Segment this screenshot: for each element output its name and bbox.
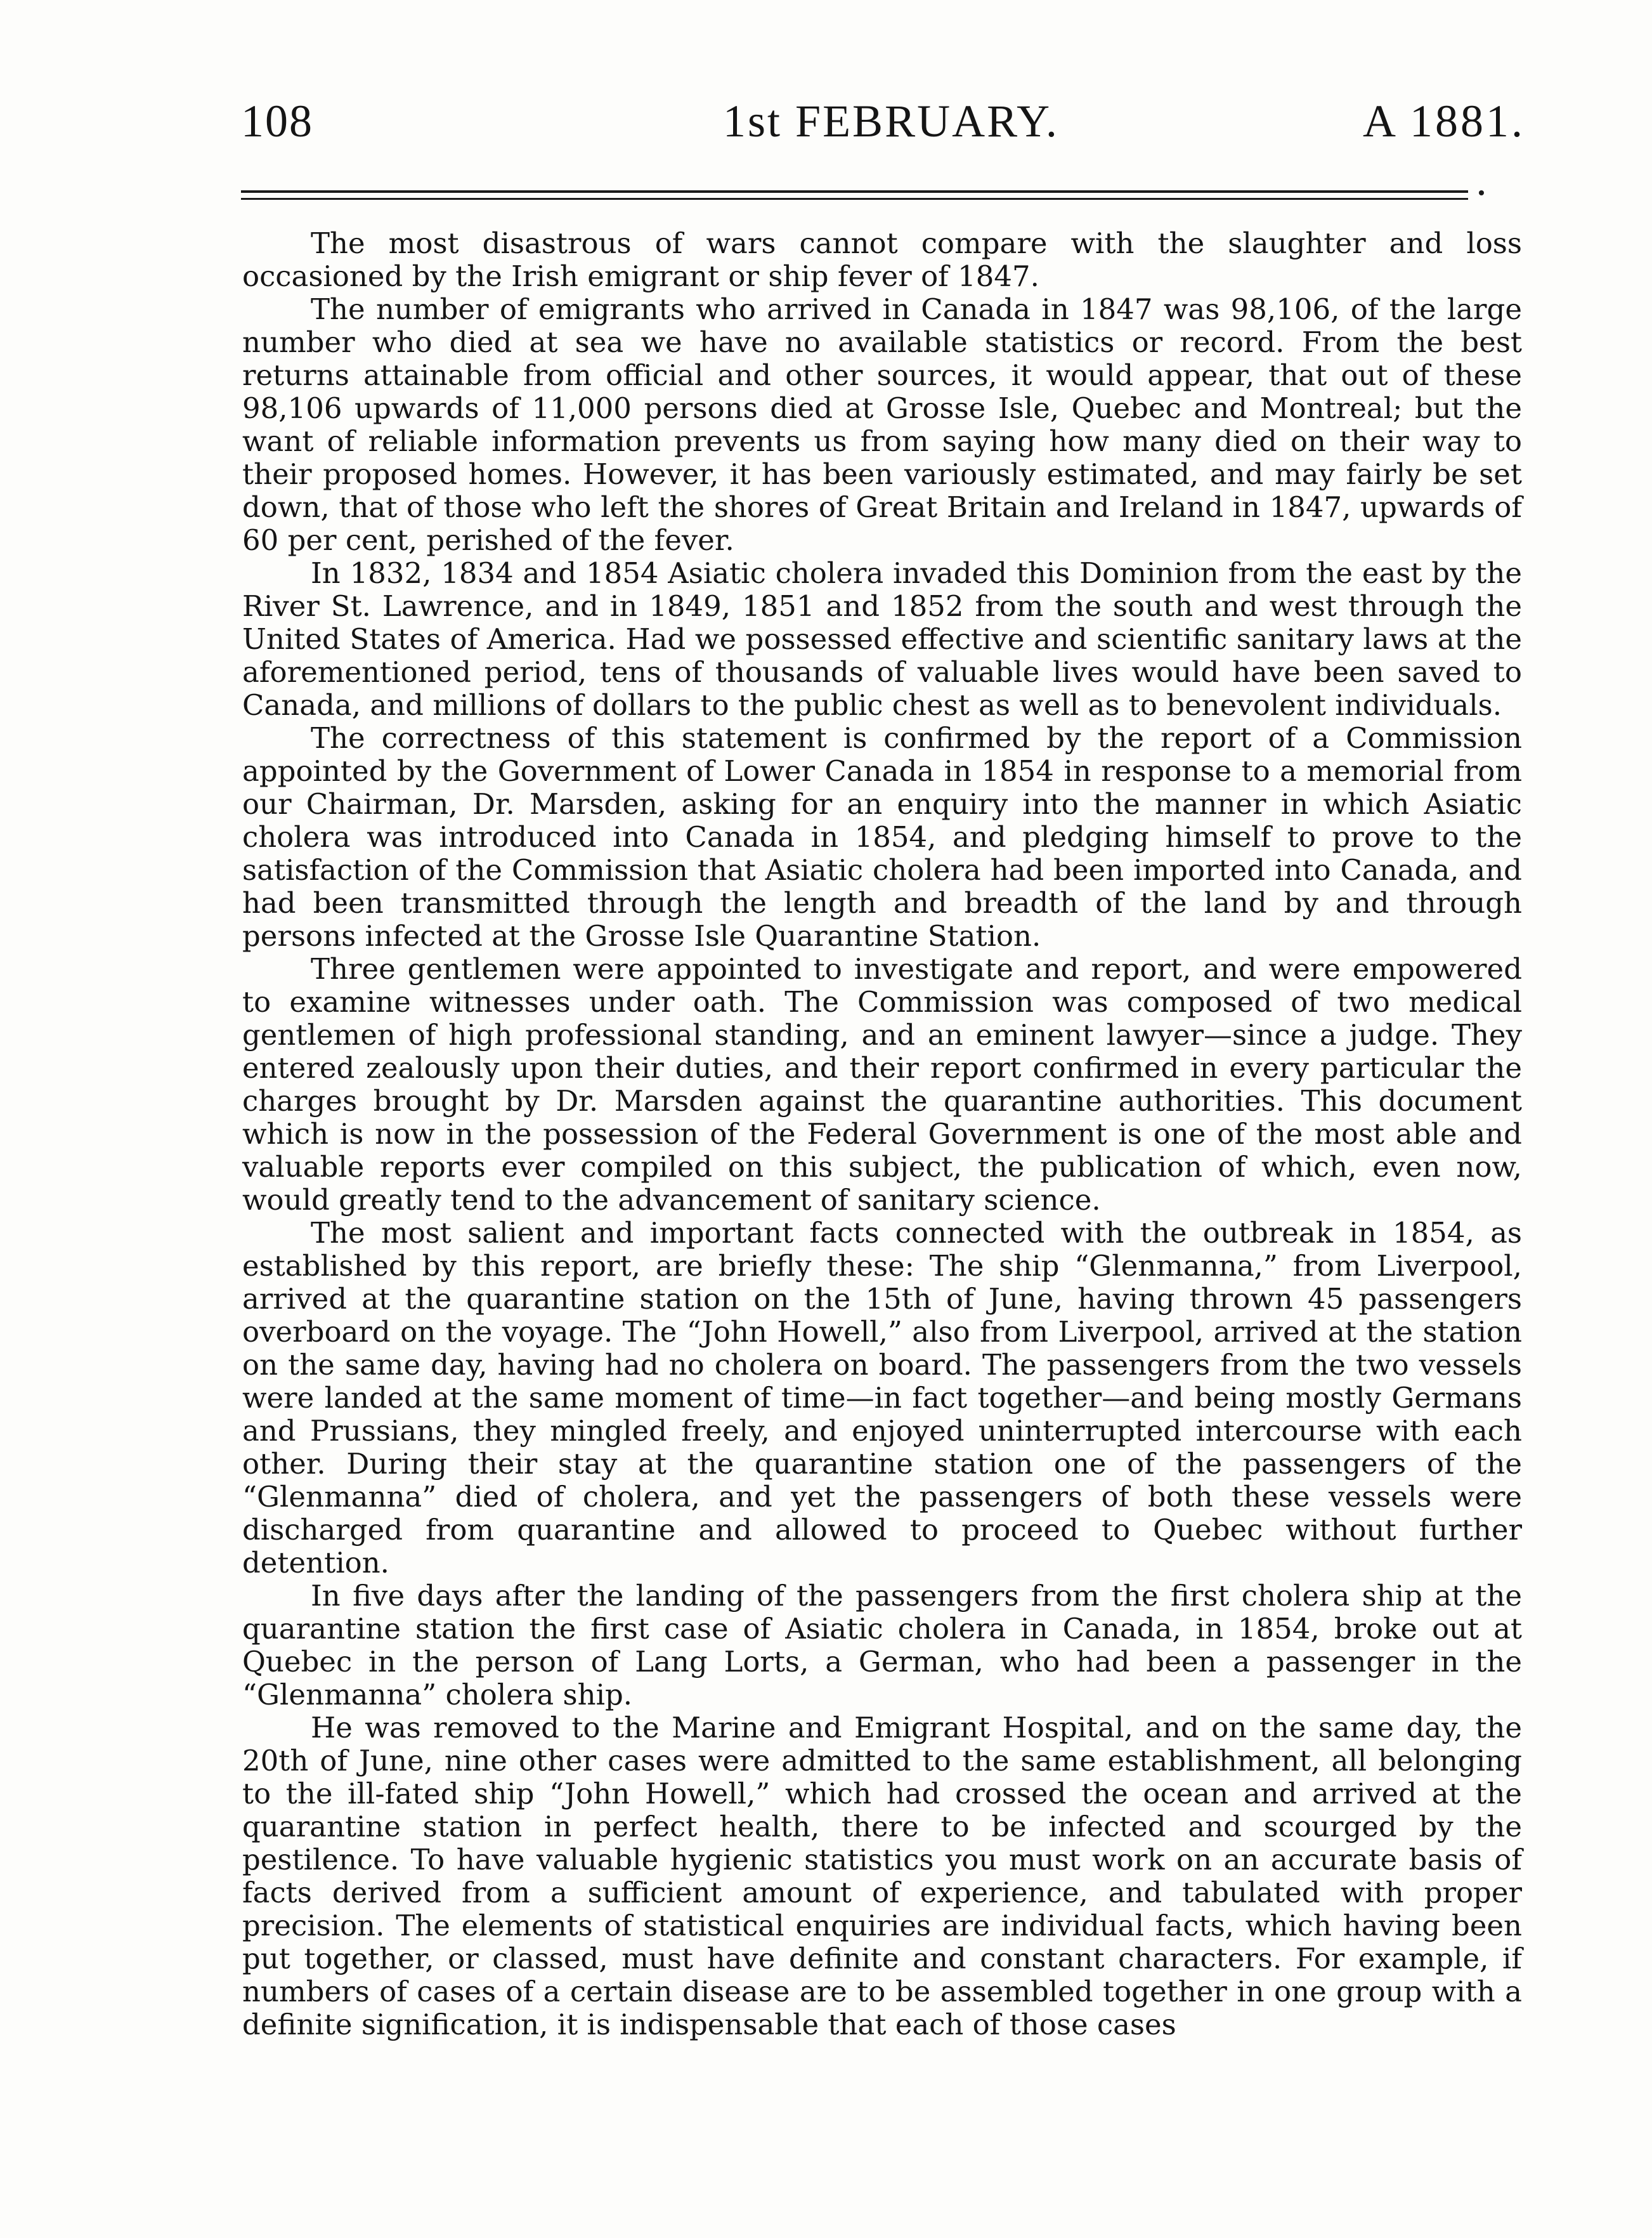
header-rule-top	[241, 190, 1468, 193]
body-text	[242, 227, 1522, 2041]
paragraph-5: Three gentlemen were appointed to investigate and report, and were empowered to examine witnesses under oath. The Commission was composed of two medical gentlemen of high professional standing, and an eminent lawyer—since a judge. They entered zealously upon their duties, and their report confirmed in every particular the charges brought by Dr. Marsden against the quarantine authorities. This document which is now in the possession of the Federal Government is one of the most able and valuable reports ever compiled on this subject, the publication of which, even now, would greatly tend to the advancement of sanitary science.	[242, 952, 1522, 1217]
running-year: A 1881.	[1362, 96, 1525, 147]
header-rule-dot	[1479, 190, 1484, 195]
paragraph-6: The most salient and important facts connected with the outbreak in 1854, as established by this report, are briefly these: The ship “Glenmanna,” from Liverpool, arrived at the quarantine station on the 15th of June, having thrown 45 passengers overboard on the voyage. The “John Howell,” also from Liverpool, arrived at the station on the same day, having had no cholera on board. The passengers from the two vessels were landed at the same moment of time—in fact together—and being mostly Germans and Prussians, they mingled freely, and enjoyed uninterrupted intercourse with each other. During their stay at the quarantine station one of the passengers of the “Glenmanna” died of cholera, and yet the passengers of both these vessels were discharged from quarantine and allowed to proceed to Quebec without further detention.	[242, 1216, 1522, 1580]
paragraph-8: He was removed to the Marine and Emigrant Hospital, and on the same day, the 20th of June, nine other cases were admitted to the same establishment, all belonging to the ill-fated ship “John Howell,” which had crossed the ocean and arrived at the quarantine station in perfect health, there to be infected and scourged by the pestilence. To have valuable hygienic statistics you must work on an accurate basis of facts derived from a sufficient amount of experience, and tabulated with proper precision. The elements of statistical enquiries are individual facts, which having been put together, or classed, must have definite and constant characters. For example, if numbers of cases of a certain disease are to be assembled together in one group with a definite signification, it is indispensable that each of those cases	[242, 1711, 1522, 2041]
running-head	[241, 95, 1525, 165]
running-title: 1st FEBRUARY.	[723, 96, 1059, 147]
header-rule-bottom	[241, 198, 1468, 200]
page-number: 108	[241, 96, 313, 147]
paragraph-7: In five days after the landing of the passengers from the first cholera ship at the quarantine station the first case of Asiatic cholera in Canada, in 1854, broke out at Quebec in the person of Lang Lorts, a German, who had been a passenger in the “Glenmanna” cholera ship.	[242, 1579, 1522, 1711]
paragraph-4: The correctness of this statement is confirmed by the report of a Commission appointed by the Government of Lower Canada in 1854 in response to a memorial from our Chairman, Dr. Marsden, asking for an enquiry into the manner in which Asiatic cholera was introduced into Canada in 1854, and pledging himself to prove to the satisfaction of the Commission that Asiatic cholera had been imported into Canada, and had been transmitted through the length and breadth of the land by and through persons infected at the Grosse Isle Quarantine Station.	[242, 721, 1522, 953]
paragraph-1: The most disastrous of wars cannot compare with the slaughter and loss occasioned by the Irish emigrant or ship fever of 1847.	[242, 226, 1522, 293]
paragraph-2: The number of emigrants who arrived in Canada in 1847 was 98,106, of the large number who died at sea we have no available statistics or record. From the best returns attainable from official and other sources, it would appear, that out of these 98,106 upwards of 11,000 persons died at Grosse Isle, Quebec and Montreal; but the want of reliable information prevents us from saying how many died on their way to their proposed homes. However, it has been variously estimated, and may fairly be set down, that of those who left the shores of Great Britain and Ireland in 1847, upwards of 60 per cent, perished of the fever.	[242, 292, 1522, 557]
paragraph-3: In 1832, 1834 and 1854 Asiatic cholera invaded this Dominion from the east by the River St. Lawrence, and in 1849, 1851 and 1852 from the south and west through the United States of America. Had we possessed effective and scientific sanitary laws at the aforementioned period, tens of thousands of valuable lives would have been saved to Canada, and millions of dollars to the public chest as well as to benevolent individuals.	[242, 556, 1522, 722]
